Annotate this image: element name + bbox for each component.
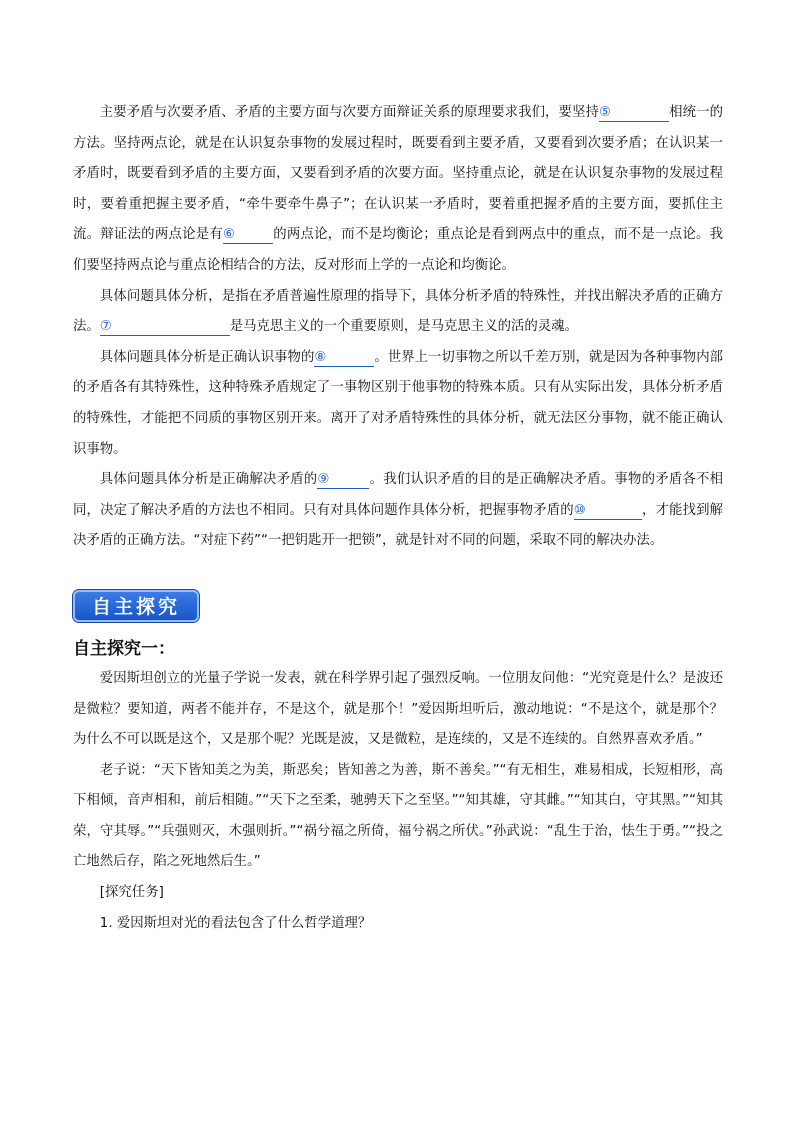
paragraph-laozi: 老子说：“天下皆知美之为美，斯恶矣；皆知善之为善，斯不善矣。”“有无相生，难易相成，长短相形，高下相倾，音声相和，前后相随。”“天下之至柔，驰骋天下之至坚。”“知其雄，守其雌。”“知其白，守其黑。”“知其荣，守其辱。”“兵强则灭，木强则折。”“祸兮福之所倚，福兮祸之所伏。”孙武说：“乱生于治，怯生于勇。”“投之亡地然后存，陷之死地然后生。”: [73, 762, 723, 870]
document-body: [73, 98, 723, 939]
text-segment: 。世界上一切事物之所以千差万别，就是因为各种事物内部的矛盾各有其特殊性，这种特殊矛盾规定了一事物区别于他事物的特殊本质。只有从实际出发，具体分析矛盾的特殊性，才能把不同质的事物区别开来。离开了对矛盾特殊性的具体分析，就无法区分事物，就不能正确认识事物。: [73, 349, 724, 457]
text-segment: 的两点论，而不是均衡论；重点论是看到两点中的重点，而不是一点论。我们要坚持两点论与重点论相结合的方法，反对形而上学的一点论和均衡论。: [73, 227, 723, 273]
task-label: [探究任务]: [99, 885, 164, 901]
fill-blank-6[interactable]: ⑥: [223, 227, 273, 244]
text-segment: 具体问题具体分析是正确认识事物的: [99, 349, 315, 365]
text-segment: 主要矛盾与次要矛盾、矛盾的主要方面与次要方面辩证关系的原理要求我们，要坚持: [99, 105, 600, 120]
text-segment: ，才能找到解决矛盾的正确方法。“对症下药”“一把钥匙开一把锁”，就是针对不同的问题，采取不同的解决办法。: [73, 502, 724, 549]
fill-blank-7[interactable]: ⑦: [100, 319, 230, 336]
inquiry-title: 自主探究一：: [73, 638, 175, 659]
paragraph-two-point-theory: [73, 98, 723, 282]
fill-blank-10[interactable]: ⑩: [574, 503, 642, 520]
text-segment: 相统一的方法。坚持两点论，就是在认识复杂事物的发展过程时，既要看到主要矛盾，又要看到次要矛盾；在认识某一矛盾时，既要看到矛盾的主要方面，又要看到矛盾的次要方面。坚持重点论，就是在认识复杂事物的发展过程时，要着重把握主要矛盾，“牵牛要牵牛鼻子”；在认识某一矛盾时，要着重把握矛盾的主要方面，要抓住主流。辩证法的两点论是有: [73, 105, 724, 243]
text-segment: 具体问题具体分析是正确解决矛盾的: [99, 472, 318, 488]
paragraph-concrete-analysis: [73, 282, 723, 343]
paragraph-understanding-things: [73, 343, 723, 465]
fill-blank-9[interactable]: ⑨: [317, 472, 369, 489]
section-banner: 自主探究: [73, 590, 199, 622]
fill-blank-8[interactable]: ⑧: [314, 350, 374, 367]
paragraph-einstein: 爱因斯坦创立的光量子学说一发表，就在科学界引起了强烈反响。一位朋友问他：“光究竟是什么？是波还是微粒？要知道，两者不能并存，不是这个，就是那个！”爱因斯坦听后，激动地说：“不是这个，就是那个？为什么不可以既是这个，又是那个呢？光既是波，又是微粒，是连续的，又是不连续的。自然界喜欢矛盾。”: [73, 670, 723, 748]
paragraph-solving-contradictions: [73, 465, 723, 557]
question-1: 1. 爱因斯坦对光的看法包含了什么哲学道理？: [99, 915, 372, 931]
fill-blank-5[interactable]: ⑤: [599, 105, 669, 122]
text-segment: 。我们认识矛盾的目的是正确解决矛盾。事物的矛盾各不相同，决定了解决矛盾的方法也不相同。只有对具体问题作具体分析，把握事物矛盾的: [73, 472, 724, 518]
text-segment: 是马克思主义的一个重要原则，是马克思主义的活的灵魂。: [229, 319, 578, 335]
text-segment: 具体问题具体分析，是指在矛盾普遍性原理的指导下，具体分析矛盾的特殊性，并找出解决矛盾的正确方法。: [73, 288, 723, 335]
